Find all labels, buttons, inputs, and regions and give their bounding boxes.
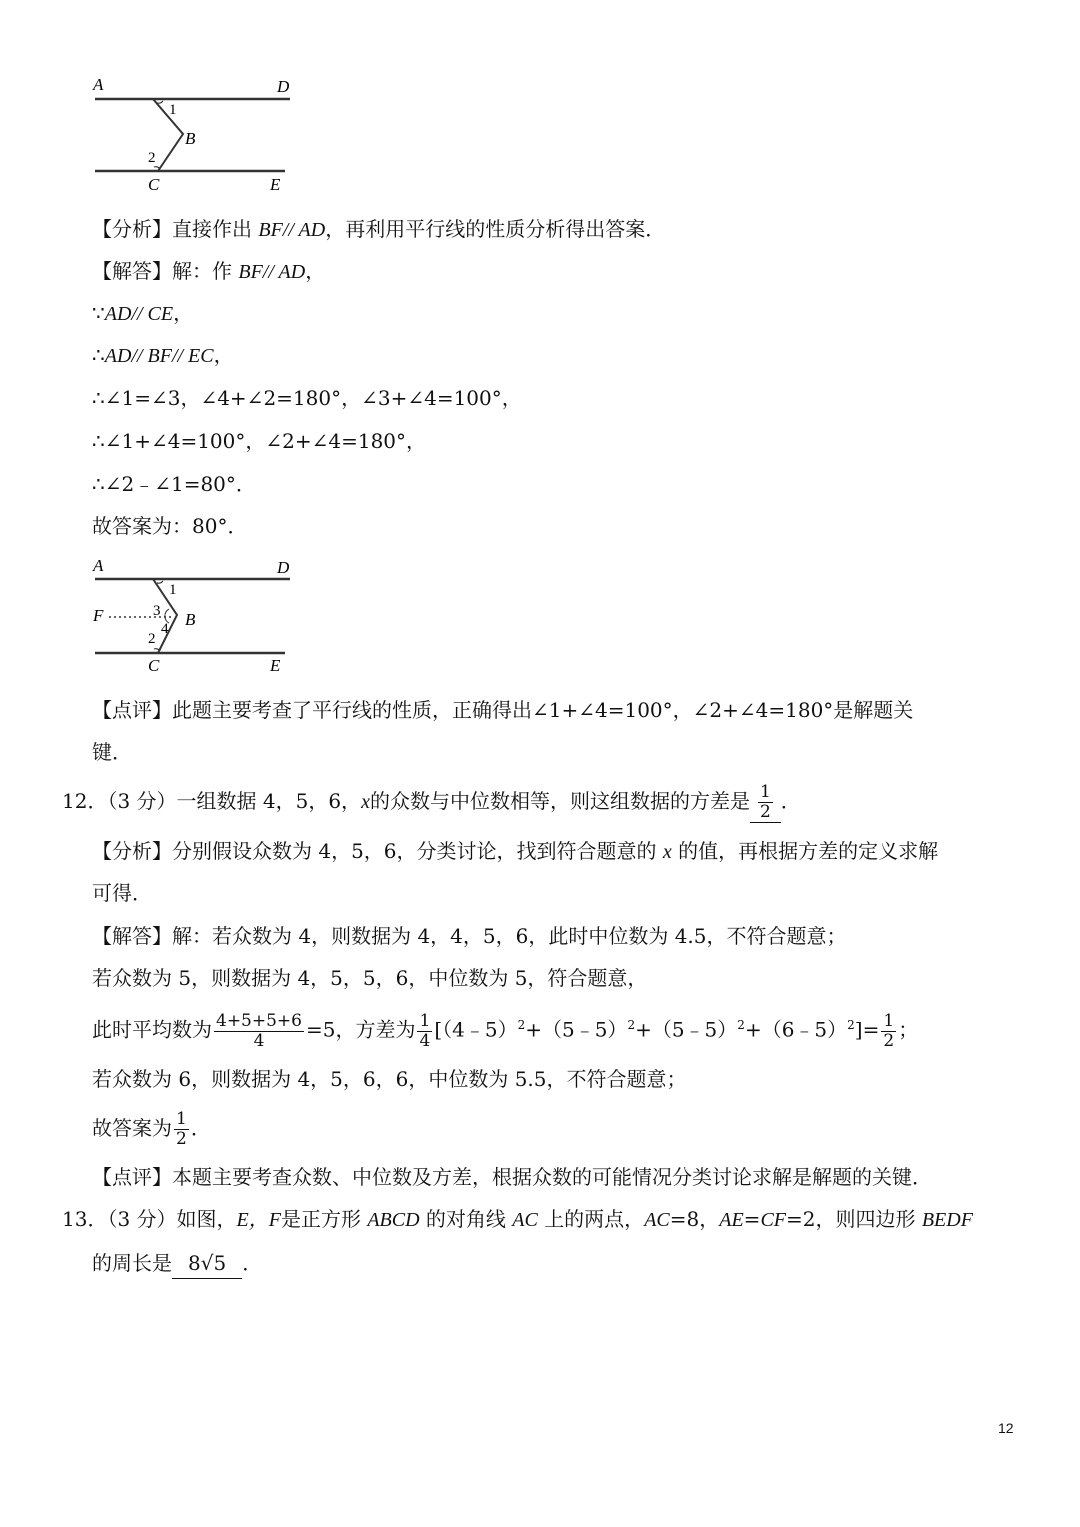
answer-comma: ， [305,259,326,283]
label-E: E [270,175,281,194]
variance-coef [417,1012,432,1051]
analysis-text-2: 的值，再根据方差的定义求解 [678,839,939,863]
mean-text: 此时平均数为 [92,1017,212,1042]
answer-math: BF// AD [238,261,306,283]
because-symbol: ∵ [92,301,105,325]
stem-d: 上的两点， [544,1207,645,1231]
q11-line5: ∴∠1+∠4=100°，∠2+∠4=180°， [92,429,427,453]
q11-therefore-1 [92,340,234,371]
analysis-tag: 【分析】 [92,217,172,241]
label-A: A [93,556,104,575]
label-B: B [185,610,196,629]
stem-text-2: 的众数与中位数相等，则这组数据的方差是 [369,789,750,813]
term-1: [（4﹣5） [434,1017,518,1042]
q11-review-line1: 【点评】此题主要考查了平行线的性质，正确得出∠1+∠4=100°，∠2+∠4=180°是解题关 [92,698,914,722]
stem-ef: E，F [236,1209,281,1231]
label-D: D [277,558,290,577]
mean-fraction [214,1012,304,1051]
stem-e: =8， [669,1207,720,1231]
final-end: ． [190,1116,211,1140]
figure-parallel-lines-2 [85,555,315,680]
figure-parallel-lines-1 [85,72,315,197]
label-C: C [148,656,160,675]
answer-text: 解：作 [172,259,232,283]
square-2: 2 [627,1018,636,1032]
label-F: F [93,606,104,625]
stem-ae: AE [719,1209,744,1231]
analysis-text-end: ，再利用平行线的性质分析得出答案． [325,217,666,241]
q12-analysis-1 [92,836,938,867]
q12-stem [62,783,801,823]
mean-numerator: 4+5+5+6 [216,1010,302,1031]
q12-solution-5 [92,1110,211,1149]
stem-text: 12．（3 分）一组数据 4，5，6， [62,789,362,813]
q12-answer-blank [750,783,781,823]
stem-b: 是正方形 [280,1207,361,1231]
q12-solution-2: 若众数为 5，则数据为 4，5，5，6，中位数为 5，符合题意， [92,966,648,990]
result-denominator: 2 [883,1030,895,1051]
analysis-text: 【分析】分别假设众数为 4，5，6，分类讨论，找到符合题意的 [92,839,657,863]
q12-solution-1: 【解答】解：若众数为 4，则数据为 4，4，5，6，此时中位数为 4.5，不符合题意； [92,924,847,948]
label-A: A [93,75,104,94]
term-3: +（5﹣5） [635,1017,738,1042]
stem-end: ． [242,1251,263,1275]
because-comma: ， [173,301,194,325]
page-number: 12 [998,1420,1014,1436]
q12-review: 【点评】本题主要考查众数、中位数及方差，根据众数的可能情况分类讨论求解是解题的关键． [92,1165,932,1189]
answer-tag: 【解答】 [92,259,172,283]
stem-f: = [743,1207,761,1231]
square-3: 2 [737,1018,745,1032]
variance-result [881,1012,896,1051]
final-fraction [174,1110,189,1149]
variance-text: =5，方差为 [306,1017,416,1042]
stem-g: =2，则四边形 [786,1207,916,1231]
stem-ac: AC [512,1209,538,1231]
final-numerator: 1 [176,1109,187,1129]
stem-h: 的周长是 [92,1251,172,1275]
answer-numerator: 1 [759,782,771,802]
label-1: 1 [169,102,177,118]
q11-line6: ∴∠2﹣∠1=80°． [92,472,256,496]
label-3: 3 [153,603,161,619]
final-denominator: 2 [176,1129,187,1149]
therefore-math: AD// BF// EC [104,345,214,367]
square-4: 2 [847,1018,855,1032]
because-math: AD// CE [104,303,174,325]
stem-x: x [361,791,370,813]
label-2: 2 [148,150,156,166]
q13-answer-blank: 8√5 [172,1248,242,1279]
label-2: 2 [148,631,156,647]
term-2: +（5﹣5） [525,1017,628,1042]
q11-line4: ∴∠1=∠3，∠4+∠2=180°，∠3+∠4=100°， [92,386,522,410]
q11-line7: 故答案为：80°． [92,514,248,538]
stem-bedf: BEDF [921,1209,973,1231]
label-B: B [185,129,196,148]
analysis-text: 直接作出 [172,217,252,241]
label-1: 1 [169,582,177,598]
q13-stem-1 [62,1204,973,1235]
analysis-math: BF// AD [258,219,326,241]
semicolon: ； [898,1017,919,1042]
therefore-comma: ， [213,343,234,367]
label-D: D [277,77,290,96]
term-4: +（6﹣5） [744,1017,848,1042]
label-4: 4 [161,621,169,637]
q11-answer [92,256,325,287]
therefore-symbol: ∴ [92,343,105,367]
q11-because [92,298,193,329]
q11-review-line2: 键． [92,740,132,764]
stem-cf: CF [760,1209,786,1231]
analysis-x: x [662,841,672,863]
stem-end: ． [780,789,801,813]
q11-analysis [92,214,665,245]
q12-solution-4: 若众数为 6，则数据为 4，5，6，6，中位数为 5.5，不符合题意； [92,1067,687,1091]
square-1: 2 [517,1018,526,1032]
equals: ]= [854,1017,880,1042]
stem-abcd: ABCD [367,1209,420,1231]
stem-a: 13．（3 分）如图， [62,1207,237,1231]
stem-c: 的对角线 [425,1207,506,1231]
q12-solution-3 [92,1010,918,1051]
q12-analysis-2: 可得． [92,881,152,905]
answer-denominator: 2 [759,802,771,822]
coef-numerator: 1 [419,1010,431,1031]
stem-ac2: AC [644,1209,670,1231]
q13-stem-2 [92,1248,262,1279]
final-text: 故答案为 [92,1116,172,1140]
label-C: C [148,175,160,194]
mean-denominator: 4 [253,1030,265,1051]
label-E: E [270,656,281,675]
result-numerator: 1 [883,1010,895,1031]
coef-denominator: 4 [419,1030,431,1051]
